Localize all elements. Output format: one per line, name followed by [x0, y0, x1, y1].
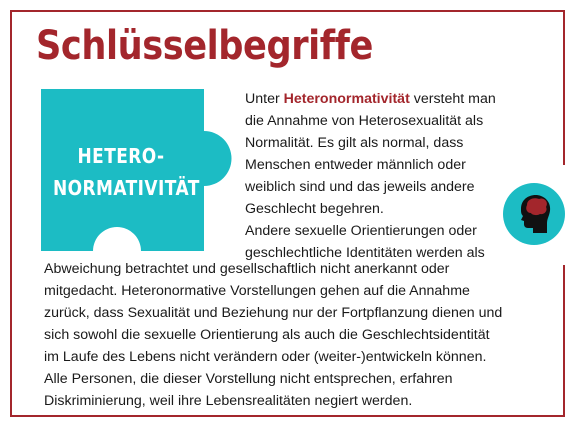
definition-line: Abweichung betrachtet und gesellschaftlich nicht anerkannt oder	[44, 261, 450, 277]
definition-line: die Annahme von Heterosexualität als	[245, 113, 484, 129]
definition-line: Geschlecht begehren.	[245, 201, 384, 217]
definition-line: Alle Personen, die dieser Vorstellung nicht entsprechen, erfahren	[44, 371, 453, 387]
definition-line: geschlechtliche Identitäten werden als	[245, 245, 485, 261]
puzzle-label	[41, 140, 201, 204]
definition-line: weiblich sind und das jeweils andere	[245, 179, 475, 195]
puzzle-label-line2: NORMATIVITÄT	[53, 176, 200, 200]
definition-line: Diskriminierung, weil ihre Lebensrealitäten negiert werden.	[44, 393, 413, 409]
definition-line: mitgedacht. Heteronormative Vorstellungen gehen auf die Annahme	[44, 283, 470, 299]
highlighted-term: Heteronormativität	[283, 91, 410, 107]
definition-intro: Unter	[245, 91, 280, 107]
definition-text-bottom	[44, 258, 534, 412]
definition-first-line	[245, 88, 520, 110]
definition-line: sich sowohl die sexuelle Orientierung als auch die Geschlechtsidentität	[44, 327, 490, 343]
definition-line: im Laufe des Lebens nicht verändern oder (weiter-)entwickeln können.	[44, 349, 487, 365]
puzzle-label-line1: HETERO-	[77, 144, 165, 168]
definition-intro-rest: versteht man	[413, 91, 496, 107]
definition-text-top	[245, 88, 520, 264]
definition-line: Menschen entweder männlich oder	[245, 157, 466, 173]
definition-line: Normalität. Es gilt als normal, dass	[245, 135, 464, 151]
definition-line: zurück, dass Sexualität und Beziehung nur der Fortpflanzung dienen und	[44, 305, 503, 321]
page-title: Schlüsselbegriffe	[36, 23, 373, 69]
definition-line: Andere sexuelle Orientierungen oder	[245, 223, 477, 239]
